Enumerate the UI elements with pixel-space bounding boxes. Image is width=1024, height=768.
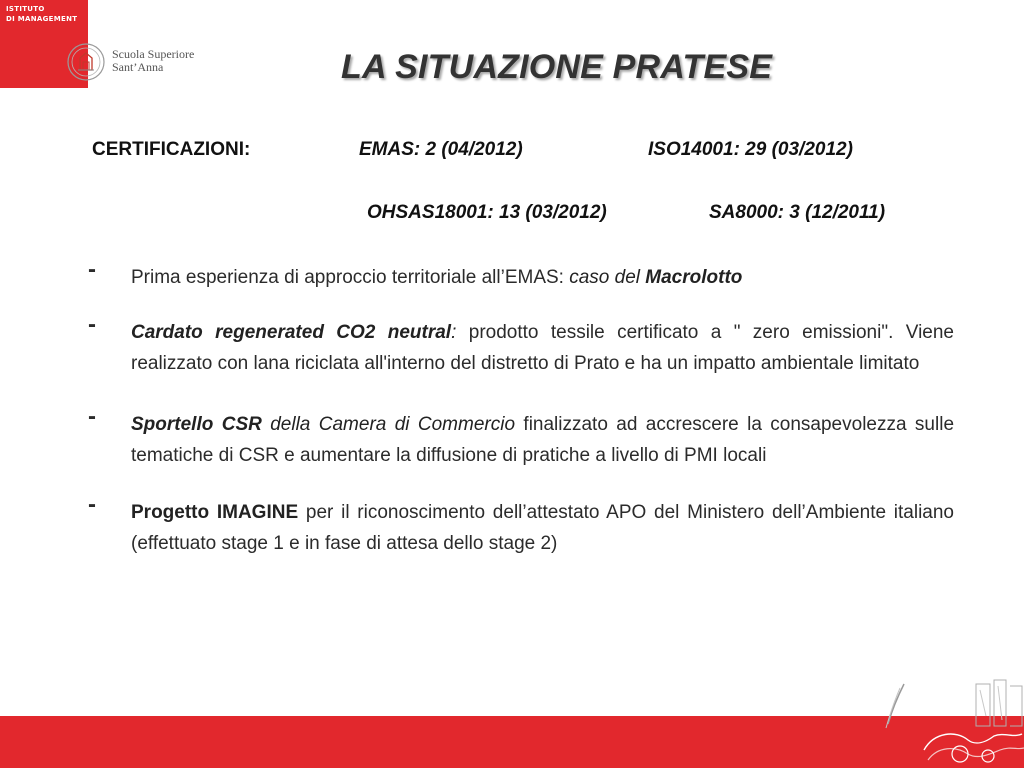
- institute-line-2: DI MANAGEMENT: [6, 15, 78, 23]
- item1-italic: caso del: [569, 267, 646, 288]
- cert-iso: ISO14001: 29 (03/2012): [648, 139, 853, 160]
- item2-text: prodotto tessile certificato a " zero emissioni". Viene realizzato con lana riciclata all'interno del distretto di Prato e ha un impatto ambientale limitato: [131, 322, 954, 374]
- school-name-line-2: Sant’Anna: [112, 60, 164, 74]
- institute-line-1: ISTITUTO: [6, 5, 45, 13]
- item3-bold-italic: Sportello CSR: [131, 414, 262, 435]
- cert-emas: EMAS: 2 (04/2012): [359, 139, 523, 160]
- item4-text: per il riconoscimento dell’attestato APO del Ministero dell’Ambiente italiano (effettuato stage 1 e in fase di attesa dello stage 2): [131, 502, 954, 554]
- page-title: LA SITUAZIONE PRATESE: [341, 48, 773, 86]
- bullet-dash: -: [88, 403, 96, 430]
- item3-italic: della Camera di Commercio: [261, 414, 516, 435]
- bullet-dash: -: [88, 491, 96, 518]
- bullet-item-emas: [88, 256, 954, 293]
- item1-bold-italic: Macrolotto: [645, 267, 743, 288]
- item2-bold-italic: Cardato regenerated CO2 neutral: [131, 322, 452, 343]
- bullet-dash: -: [88, 256, 96, 283]
- cert-sa8000: SA8000: 3 (12/2011): [709, 202, 886, 223]
- item2-italic: :: [451, 322, 457, 343]
- bullet-item-cardato: [88, 311, 954, 379]
- bullet-dash: -: [88, 311, 96, 338]
- item3-text: finalizzato ad accrescere la consapevolezza sulle tematiche di CSR e aumentare la diffusione di pratiche a livello di PMI locali: [131, 414, 955, 466]
- item4-bold: Progetto IMAGINE: [131, 502, 299, 523]
- item1-text: Prima esperienza di approccio territoriale all’EMAS:: [131, 267, 570, 288]
- cert-ohsas: OHSAS18001: 13 (03/2012): [367, 202, 607, 223]
- certifications-label: CERTIFICAZIONI:: [92, 139, 251, 160]
- bullet-item-sportello: [88, 403, 955, 471]
- bullet-item-imagine: [88, 491, 954, 559]
- bullet-list: [88, 256, 955, 559]
- decorative-sketch-icon: [864, 676, 1024, 768]
- school-name-line-1: Scuola Superiore: [112, 47, 195, 61]
